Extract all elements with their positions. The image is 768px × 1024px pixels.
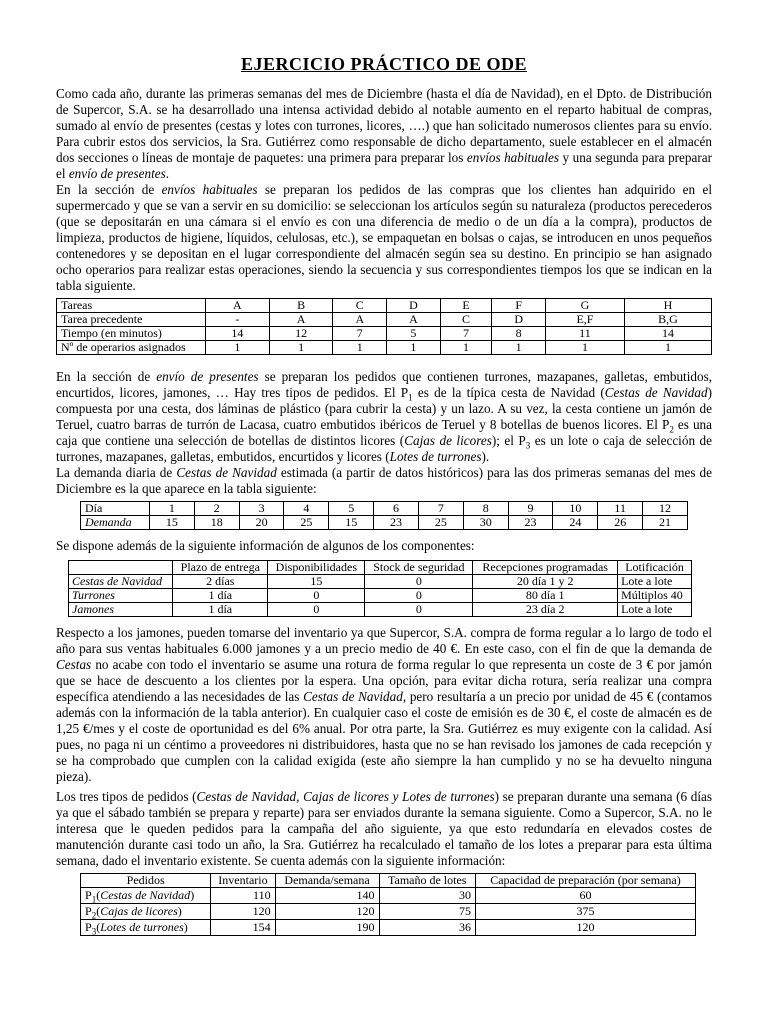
text-span: no acabe con todo el inventario se asume una rotura de forma regular lo que representa un coste de 3 € por jamón que se hace de descuento a los clientes por la espera. Una opción, para evitar dicha rotura, sería realizar una compra específica atendiendo a las necesidades de las bbox=[56, 657, 712, 704]
table-cell: 25 bbox=[284, 516, 329, 530]
table-cell: Múltiplos 40 bbox=[618, 589, 692, 603]
table-cell: 7 bbox=[440, 327, 492, 341]
table-cell: 1 bbox=[624, 341, 711, 355]
componentes-header-row bbox=[69, 561, 692, 575]
table-cell: 2 bbox=[194, 502, 239, 516]
text-span: es de la típica cesta de Navidad ( bbox=[412, 385, 605, 400]
text-span: Cajas de licores bbox=[100, 904, 178, 918]
table-cell: 20 día 1 y 2 bbox=[473, 575, 618, 589]
table-cell: 15 bbox=[329, 516, 374, 530]
table-cell: 23 día 2 bbox=[473, 603, 618, 617]
table-cell: Demanda bbox=[81, 516, 150, 530]
subscript: 3 bbox=[525, 440, 531, 451]
table-cell: 80 día 1 bbox=[473, 589, 618, 603]
table-cell: 1 bbox=[206, 341, 270, 355]
componentes-table bbox=[68, 560, 692, 617]
text-span: En la sección de bbox=[56, 369, 157, 384]
paragraph-componentes: Se dispone además de la siguiente información de algunos de los componentes: bbox=[56, 538, 475, 553]
table-cell: 1 bbox=[150, 502, 195, 516]
tareas-table-body bbox=[57, 299, 712, 355]
table-cell: A bbox=[206, 299, 270, 313]
text-span: Cestas de Navidad, Cajas de licores y Lotes de turrones bbox=[196, 789, 495, 804]
table-header-cell: Capacidad de preparación (por semana) bbox=[475, 874, 695, 888]
text-span: estimada (a partir de datos históricos) para las dos primeras semanas del mes de Diciembre es la que aparece en la tabla siguiente: bbox=[56, 465, 713, 496]
table-cell: 0 bbox=[365, 589, 473, 603]
pedido-name-cell: $P_3(Lotes$ de turrones) bbox=[81, 920, 211, 936]
table-cell: 18 bbox=[194, 516, 239, 530]
table-row bbox=[69, 589, 692, 603]
table-cell: A bbox=[387, 313, 441, 327]
table-header-cell: Disponibilidades bbox=[268, 561, 365, 575]
table-cell: 6 bbox=[374, 502, 419, 516]
table-cell: 140 bbox=[275, 888, 379, 904]
table-cell: 30 bbox=[463, 516, 508, 530]
text-span: En la sección de bbox=[56, 182, 162, 197]
text-span: envío de presentes bbox=[156, 369, 259, 384]
text-span: ) compuesta por una cesta, dos láminas de plástico (para cubrir la cesta) y un lazo. A su vez, la cesta contiene un jamón de Teruel, cuatro barras de turrón de Lacasa, cuatro embutidos ibéricos de Teruel y 8 botellas de buenos licores. El P bbox=[56, 385, 712, 432]
table-cell: 110 bbox=[211, 888, 275, 904]
table-cell: Tarea precedente bbox=[57, 313, 206, 327]
subscript: 1 bbox=[408, 392, 413, 403]
table-cell: C bbox=[333, 299, 387, 313]
pedido-name-cell: $P_1(Cestas$ de Navidad) bbox=[81, 888, 211, 904]
table-cell: 1 bbox=[333, 341, 387, 355]
subscript: 3 bbox=[91, 926, 97, 937]
table-cell: 23 bbox=[374, 516, 419, 530]
table-row bbox=[81, 920, 696, 936]
text-span: Cestas de Navidad bbox=[604, 385, 708, 400]
table-cell: D bbox=[492, 313, 546, 327]
table-cell: Cestas de Navidad bbox=[69, 575, 173, 589]
table-cell: Día bbox=[81, 502, 150, 516]
text-span: . bbox=[165, 166, 170, 181]
tareas-table bbox=[56, 298, 712, 355]
table-cell: 8 bbox=[463, 502, 508, 516]
table-cell: 15 bbox=[268, 575, 365, 589]
text-span: ) se preparan durante una semana (6 días ya que el sábado también se prepara y reparte) para ser enviados durante la semana siguiente. Como a Supercor, S.A. no le interesa que le queden pedidos para la campaña del año siguiente, ya que esto redundaría en elevados costes de manutención durante casi todo un año, la Sra. Gutiérrez ha recalculado el tamaño de los lotes a preparar para esta última semana, dado el inventario existente. Se cuenta además con la siguiente información: bbox=[56, 789, 712, 868]
demanda-table bbox=[80, 501, 688, 530]
table-cell: 11 bbox=[545, 327, 624, 341]
paragraph-intro bbox=[56, 86, 712, 182]
table-cell: 0 bbox=[365, 603, 473, 617]
text-span: Cajas de licores bbox=[404, 433, 492, 448]
text-span: P bbox=[85, 888, 92, 902]
table-cell: 21 bbox=[643, 516, 688, 530]
table-cell: B,G bbox=[624, 313, 711, 327]
table-cell: 8 bbox=[492, 327, 546, 341]
text-span: ); el P bbox=[491, 433, 526, 448]
table-cell: 1 bbox=[440, 341, 492, 355]
pedido-name-cell: $P_2(Cajas$ de licores) bbox=[81, 904, 211, 920]
table-cell: 7 bbox=[333, 327, 387, 341]
table-cell: Lote a lote bbox=[618, 575, 692, 589]
text-span: P bbox=[85, 920, 92, 934]
table-cell: 7 bbox=[418, 502, 463, 516]
text-span: Los tres tipos de pedidos ( bbox=[56, 789, 197, 804]
table-cell: Tiempo (en minutos) bbox=[57, 327, 206, 341]
pedidos-table bbox=[80, 873, 696, 936]
componentes-table-body bbox=[69, 575, 692, 617]
table-cell: Lote a lote bbox=[618, 603, 692, 617]
text-span: Cestas de Navidad bbox=[303, 689, 403, 704]
table-cell: 0 bbox=[365, 575, 473, 589]
text-span: es una caja que contiene una selección de botellas de distintos licores ( bbox=[56, 417, 712, 448]
table-cell: Tareas bbox=[57, 299, 206, 313]
table-cell: 5 bbox=[387, 327, 441, 341]
table-cell: 23 bbox=[508, 516, 553, 530]
table-cell: 1 día bbox=[173, 603, 268, 617]
text-span: La demanda diaria de bbox=[56, 465, 177, 480]
text-span: Cestas de Navidad bbox=[100, 888, 191, 902]
table-row bbox=[57, 313, 712, 327]
paragraph-tipos-pedidos bbox=[56, 789, 712, 869]
table-cell: 14 bbox=[624, 327, 711, 341]
text-span: y una segunda para preparar el bbox=[56, 150, 712, 181]
table-cell: 1 bbox=[269, 341, 333, 355]
text-span: ). bbox=[481, 449, 490, 464]
table-row bbox=[57, 341, 712, 355]
table-header-cell: Recepciones programadas bbox=[473, 561, 618, 575]
table-cell: 11 bbox=[598, 502, 643, 516]
text-span: es un lote o caja de selección de turrones, mazapanes, galletas, embutidos, encurtidos y licores ( bbox=[56, 433, 712, 464]
text-span: Cestas de Navidad bbox=[176, 465, 277, 480]
table-header-cell: Pedidos bbox=[81, 874, 211, 888]
table-cell: 20 bbox=[239, 516, 284, 530]
text-span: envío de presentes bbox=[68, 166, 166, 181]
table-cell: - bbox=[206, 313, 270, 327]
subscript: 2 bbox=[669, 424, 674, 435]
table-cell: 10 bbox=[553, 502, 598, 516]
table-row bbox=[81, 888, 696, 904]
pedidos-header-row bbox=[81, 874, 696, 888]
table-cell: 36 bbox=[379, 920, 475, 936]
table-cell: 15 bbox=[150, 516, 195, 530]
table-cell: 190 bbox=[275, 920, 379, 936]
table-cell: 1 bbox=[545, 341, 624, 355]
table-cell: H bbox=[624, 299, 711, 313]
table-row bbox=[81, 904, 696, 920]
text-span: envíos habituales bbox=[466, 150, 560, 165]
text-span: Lotes de turrones bbox=[100, 920, 184, 934]
table-cell: 9 bbox=[508, 502, 553, 516]
table-cell: 120 bbox=[475, 920, 695, 936]
table-cell: 2 días bbox=[173, 575, 268, 589]
table-cell: 375 bbox=[475, 904, 695, 920]
table-cell: 60 bbox=[475, 888, 695, 904]
table-cell: D bbox=[387, 299, 441, 313]
table-cell: Jamones bbox=[69, 603, 173, 617]
table-header-cell bbox=[69, 561, 173, 575]
table-cell: 26 bbox=[598, 516, 643, 530]
table-row bbox=[69, 575, 692, 589]
table-cell: 0 bbox=[268, 603, 365, 617]
table-row bbox=[69, 603, 692, 617]
text-span: se preparan los pedidos que contienen turrones, mazapanes, galletas, embutidos, encurtidos, licores, jamones, … Hay tres tipos de pedidos. El P bbox=[56, 369, 712, 400]
demanda-table-body bbox=[81, 502, 688, 530]
table-header-cell: Lotificación bbox=[618, 561, 692, 575]
text-span: P bbox=[85, 904, 92, 918]
paragraph-demanda bbox=[56, 465, 712, 497]
table-row bbox=[81, 516, 688, 530]
paragraph-envios-habituales bbox=[56, 182, 712, 294]
text-span: Cestas bbox=[56, 657, 92, 672]
table-cell: 154 bbox=[211, 920, 275, 936]
text-span: Respecto a los jamones, pueden tomarse del inventario ya que Supercor, S.A. compra de forma regular a lo largo de todo el año para sus ventas habituales 6.000 jamones y a un precio medio de 40 €. En este caso, con el fin de que la demanda de bbox=[56, 625, 712, 656]
paragraph-envio-presentes bbox=[56, 369, 712, 465]
text-span: Como cada año, durante las primeras semanas del mes de Diciembre (hasta el día de Navidad), en el Dpto. de Distribución de Supercor, S.A. se ha desarrollado una intensa actividad debido al notable aumento en el reparto habitual de compras, sumado al envío de presentes (cestas y lotes con turrones, licores, ….) que han solicitado numerosos clientes para su envío. Para cubrir estos dos servicios, la Sra. Gutiérrez como responsable de dicho departamento, suele establecer en el almacén dos secciones o líneas de montaje de paquetes: una primera para preparar los bbox=[56, 86, 712, 165]
table-header-cell: Plazo de entrega bbox=[173, 561, 268, 575]
table-cell: 1 bbox=[492, 341, 546, 355]
table-cell: 3 bbox=[239, 502, 284, 516]
table-cell: 12 bbox=[643, 502, 688, 516]
table-cell: E bbox=[440, 299, 492, 313]
subscript: 1 bbox=[91, 894, 97, 905]
table-header-cell: Stock de seguridad bbox=[365, 561, 473, 575]
document-title: EJERCICIO PRÁCTICO DE ODE bbox=[240, 54, 528, 74]
table-cell: A bbox=[269, 313, 333, 327]
text-span: envíos habituales bbox=[161, 182, 258, 197]
table-cell: 24 bbox=[553, 516, 598, 530]
table-cell: Nº de operarios asignados bbox=[57, 341, 206, 355]
table-cell: F bbox=[492, 299, 546, 313]
table-cell: 25 bbox=[418, 516, 463, 530]
table-cell: B bbox=[269, 299, 333, 313]
table-row bbox=[57, 327, 712, 341]
subscript: 2 bbox=[91, 910, 97, 921]
table-cell: A bbox=[333, 313, 387, 327]
table-cell: 75 bbox=[379, 904, 475, 920]
table-header-cell: Inventario bbox=[211, 874, 275, 888]
text-span: Lotes de turrones bbox=[389, 449, 482, 464]
paragraph-jamones bbox=[56, 625, 712, 785]
table-cell: 0 bbox=[268, 589, 365, 603]
table-cell: 120 bbox=[275, 904, 379, 920]
table-cell: 1 día bbox=[173, 589, 268, 603]
pedidos-table-body bbox=[81, 888, 696, 936]
table-header-cell: Tamaño de lotes bbox=[379, 874, 475, 888]
table-cell: 30 bbox=[379, 888, 475, 904]
table-cell: C bbox=[440, 313, 492, 327]
table-row bbox=[81, 502, 688, 516]
table-header-cell: Demanda/semana bbox=[275, 874, 379, 888]
table-cell: 5 bbox=[329, 502, 374, 516]
table-cell: E,F bbox=[545, 313, 624, 327]
text-span: , pero resultaría a un precio por unidad de 45 € (contamos además con la información de la tabla anterior). En cualquier caso el coste de emisión es de 30 €, el coste de almacén es de 1,25 €/mes y el coste de oportunidad es del 6% anual. Por otra parte, la Sra. Gutiérrez es muy exigente con la calidad. Así pues, no paga ni un céntimo a proveedores ni distribuidores, hasta que no se han revisado los jamones de cada recepción y se ha comprobado que cumplen con la calidad exigida (este año siempre la han cumplido y no se ha devuelto ninguna pieza). bbox=[56, 689, 712, 784]
table-cell: 1 bbox=[387, 341, 441, 355]
text-span: se preparan los pedidos de las compras que los clientes han adquirido en el supermercado y que se van a servir en su domicilio: se seleccionan los artículos según su naturaleza (productos perecederos (que se depositarán en una cámara si el envío es con una diferencia de medio o de un día a la compra), productos de limpieza, productos de higiene, líquidos, celulosas, etc.), se empaquetan en bolsas o cajas, se introducen en unos pequeños contenedores y se depositan en el lugar correspondiente del almacén según sea su destino. En principio se han asignado ocho operarios para realizar estas operaciones, siendo la secuencia y sus correspondientes tiempos los que se indican en la tabla siguiente. bbox=[56, 182, 712, 293]
table-cell: 12 bbox=[269, 327, 333, 341]
table-cell: G bbox=[545, 299, 624, 313]
table-cell: Turrones bbox=[69, 589, 173, 603]
table-cell: 14 bbox=[206, 327, 270, 341]
table-row bbox=[57, 299, 712, 313]
table-cell: 4 bbox=[284, 502, 329, 516]
table-cell: 120 bbox=[211, 904, 275, 920]
